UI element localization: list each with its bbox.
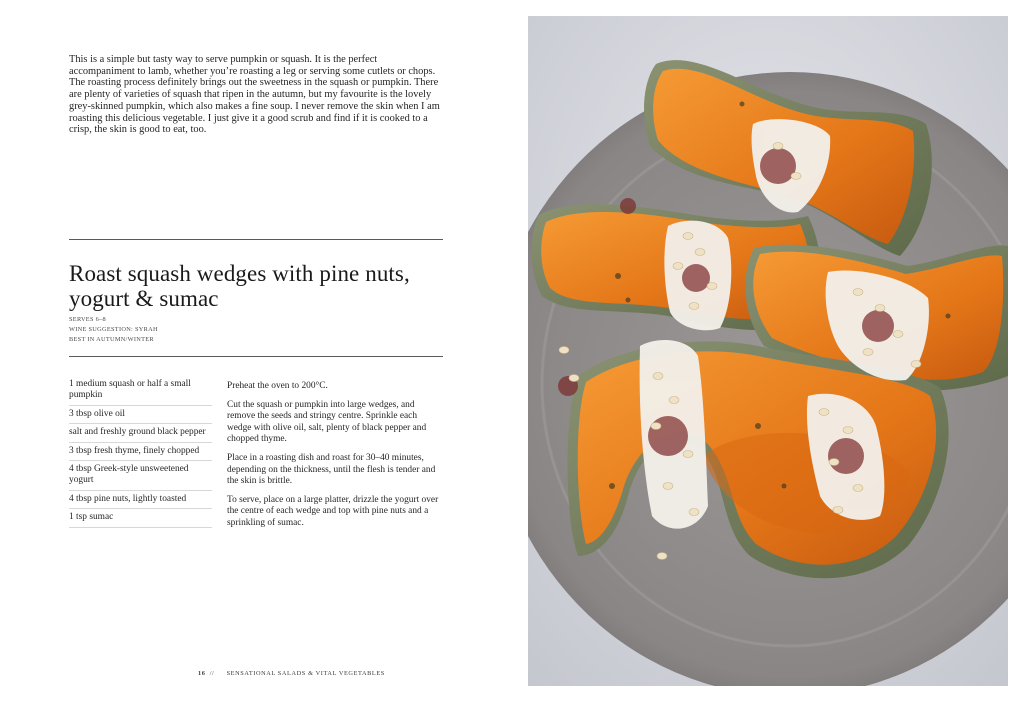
page-footer: [198, 670, 385, 677]
section-title: SENSATIONAL SALADS & VITAL VEGETABLES: [226, 670, 385, 677]
method-step: Preheat the oven to 200°C.: [227, 381, 328, 391]
ingredient-item: 1 medium squash or half a small pumpkin: [69, 379, 212, 406]
method-step: To serve, place on a large platter, drizzle the yogurt over the centre of each wedge and top with pine nuts and a sprinkling of sumac.: [227, 494, 439, 528]
ingredient-item: 4 tbsp Greek-style unsweetened yogurt: [69, 464, 212, 491]
wine-suggestion: WINE SUGGESTION: SYRAH: [69, 326, 158, 333]
ingredient-item: salt and freshly ground black pepper: [69, 427, 212, 442]
ingredient-item: 1 tsp sumac: [69, 512, 212, 527]
method-steps: [227, 381, 443, 537]
intro-paragraph: This is a simple but tasty way to serve pumpkin or squash. It is the perfect accompaniment to lamb, whether you’re roasting a leg or serving some cutlets or chops. The roasting process definitely brings out the sweetness in the squash or pumpkin. There are plenty of varieties of squash that ripen in the autumn, but my favourite is the lovely grey-skinned pumpkin, which also makes a fine soup. I never remove the skin when I am roasting this delicious vegetable. I just give it a good scrub and find if it is cooked to a crisp, the skin is good to eat, too.: [69, 54, 440, 136]
serves-label: SERVES 6–8: [69, 316, 106, 323]
ingredient-item: 4 tbsp pine nuts, lightly toasted: [69, 494, 212, 509]
page-number: 16: [198, 670, 206, 677]
recipe-title: Roast squash wedges with pine nuts, yogurt & sumac: [69, 261, 410, 311]
ingredient-item: 3 tbsp fresh thyme, finely chopped: [69, 446, 212, 461]
divider-top: [69, 239, 443, 240]
ingredient-item: 3 tbsp olive oil: [69, 409, 212, 424]
food-photo: [528, 16, 1008, 686]
ingredients-list: [69, 379, 212, 531]
divider-bottom: [69, 356, 443, 357]
recipe-meta: [69, 315, 269, 345]
footer-separator: //: [209, 670, 215, 677]
method-step: Place in a roasting dish and roast for 30–40 minutes, depending on the thickness, until the flesh is tender and the skin is brittle.: [227, 452, 436, 487]
method-step: Cut the squash or pumpkin into large wedges, and remove the seeds and stringy centre. Sprinkle each wedge with olive oil, salt, plenty of black pepper and chopped thyme.: [227, 399, 427, 445]
season-label: BEST IN AUTUMN/WINTER: [69, 336, 154, 343]
